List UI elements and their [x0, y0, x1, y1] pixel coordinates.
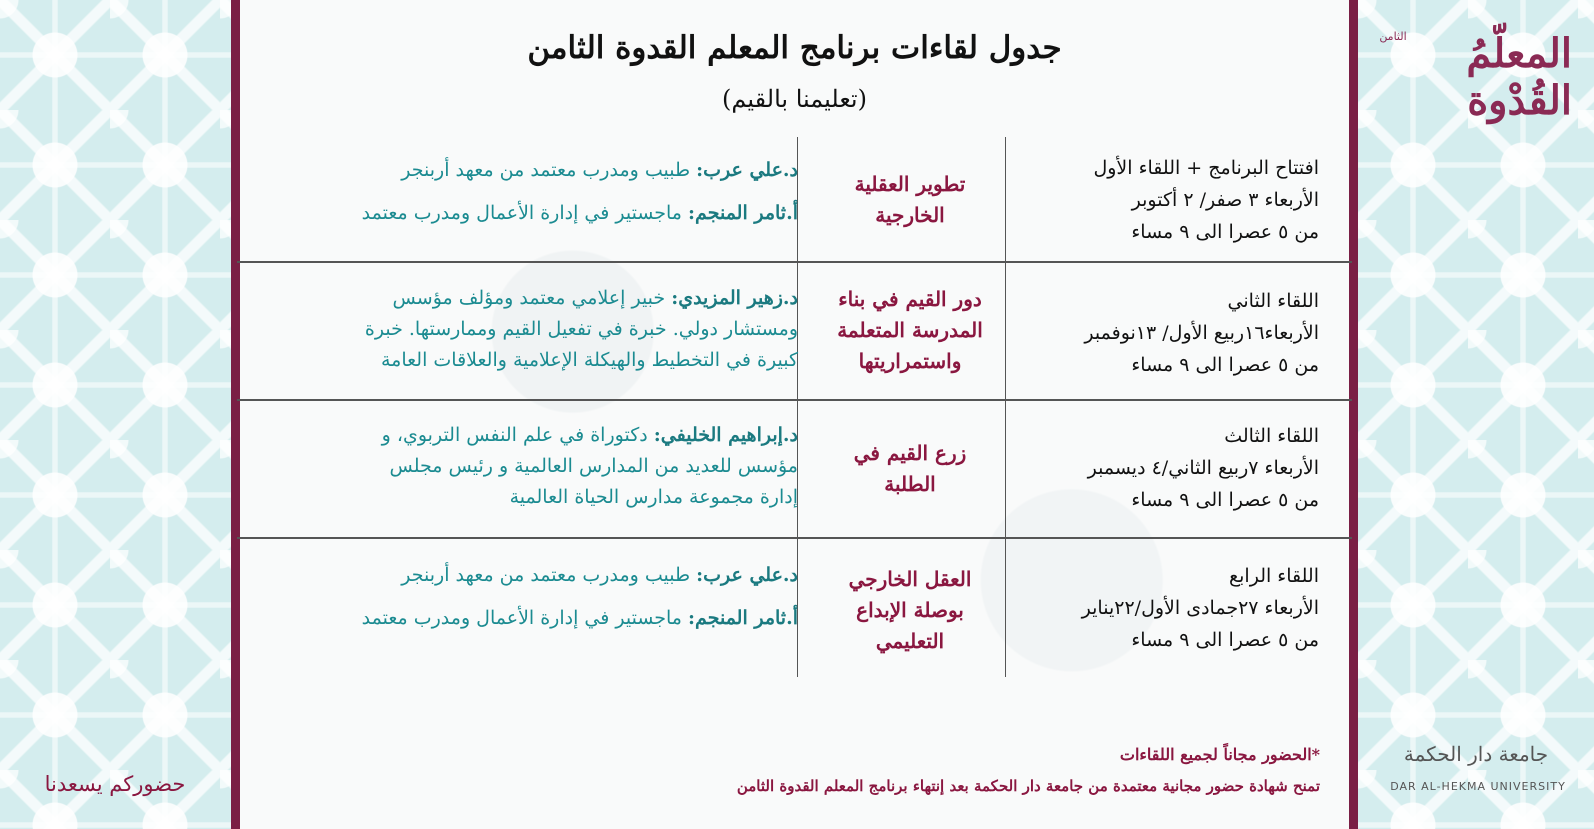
- speaker-bio: ماجستير في إدارة الأعمال ومدرب معتمد: [361, 607, 689, 629]
- topic-line: زرع القيم في: [853, 440, 967, 465]
- speaker-bio: طبيب ومدرب معتمد من معهد أربنجر: [401, 564, 697, 586]
- meeting-topic-cell: [815, 140, 1005, 260]
- meeting-title: اللقاء الثالث: [1224, 425, 1319, 447]
- row-divider: [237, 537, 1352, 539]
- meeting-time: من ٥ عصرا الى ٩ مساء: [1131, 489, 1319, 511]
- meeting-date-cell: [1019, 560, 1319, 656]
- meeting-topic-cell: [815, 263, 1005, 398]
- meeting-day: الأربعاء١٦ربيع الأول/ ١٣نوفمبر: [1084, 322, 1319, 344]
- meeting-topic-cell: [815, 401, 1005, 536]
- speaker-name: د.علي عرب:: [696, 564, 798, 586]
- speaker-entry: [250, 603, 798, 634]
- topic-line: المدرسة المتعلمة: [837, 318, 983, 342]
- speaker-name: د.علي عرب:: [696, 159, 798, 181]
- schedule-panel: [240, 0, 1349, 829]
- speaker-entry: [250, 560, 798, 591]
- program-logo: المعلّمُ القُدْوة: [1466, 30, 1572, 124]
- speaker-bio-line: إدارة مجموعة مدارس الحياة العالمية: [509, 486, 798, 508]
- page-title: جدول لقاءات برنامج المعلم القدوة الثامن: [527, 30, 1062, 66]
- meeting-day: الأربعاء ٣ صفر/ ٢ أكتوبر: [1131, 189, 1319, 211]
- speakers-cell: [250, 283, 798, 376]
- meeting-title: افتتاح البرنامج + اللقاء الأول: [1093, 157, 1319, 179]
- meeting-day: الأربعاء ٧ربيع الثاني/٤ ديسمبر: [1087, 457, 1319, 479]
- topic-line: تطوير العقلية: [854, 172, 966, 196]
- row-divider: [237, 399, 1352, 401]
- speaker-name: د.زهير المزيدي:: [671, 287, 798, 309]
- meeting-date-cell: [1019, 152, 1319, 248]
- logo-edition-label: الثامن: [1379, 30, 1407, 43]
- speaker-name: د.إبراهيم الخليفي:: [653, 424, 798, 446]
- speaker-bio: ماجستير في إدارة الأعمال ومدرب معتمد: [361, 202, 689, 224]
- right-border-bar: [1349, 0, 1358, 829]
- university-logo-arabic: جامعة دار الحكمة: [1403, 742, 1549, 766]
- speaker-bio: خبير إعلامي معتمد ومؤلف مؤسس: [392, 287, 672, 309]
- university-logo-english: DAR AL-HEKMA UNIVERSITY: [1390, 780, 1566, 793]
- topic-line: دور القيم في بناء: [838, 287, 982, 311]
- meeting-date-cell: [1019, 285, 1319, 381]
- free-attendance-note: *الحضور مجاناً لجميع اللقاءات: [1119, 745, 1320, 764]
- welcome-message: حضوركم يسعدنا: [44, 772, 186, 796]
- column-divider: [1005, 137, 1006, 677]
- meeting-time: من ٥ عصرا الى ٩ مساء: [1131, 354, 1319, 376]
- topic-line: الطلبة: [884, 471, 936, 496]
- speaker-bio-line: ومستشار دولي. خبرة في تفعيل القيم وممارستها. خبرة: [364, 318, 798, 340]
- meeting-title: اللقاء الثاني: [1227, 290, 1319, 312]
- meeting-time: من ٥ عصرا الى ٩ مساء: [1131, 221, 1319, 243]
- speaker-bio-line: مؤسس للعديد من المدارس العالمية و رئيس مجلس: [389, 455, 798, 477]
- row-divider: [237, 261, 1352, 263]
- speaker-bio: دكتوراة في علم النفس التربوي، و: [381, 424, 654, 446]
- speakers-cell: [250, 420, 798, 513]
- topic-line: واستمراريتها: [858, 349, 962, 373]
- meeting-time: من ٥ عصرا الى ٩ مساء: [1131, 629, 1319, 651]
- speaker-bio-line: كبيرة في التخطيط والهيكلة الإعلامية والعلاقات العامة: [380, 349, 798, 371]
- speaker-bio: طبيب ومدرب معتمد من معهد أربنجر: [401, 159, 697, 181]
- certificate-note: تمنح شهادة حضور مجانية معتمدة من جامعة دار الحكمة بعد إنتهاء برنامج المعلم القدوة الثامن: [736, 777, 1320, 795]
- left-decorative-pattern: [0, 0, 231, 829]
- right-decorative-pattern: [1358, 0, 1594, 829]
- speakers-cell: [250, 155, 798, 229]
- speaker-entry: [250, 420, 798, 451]
- meeting-topic-cell: [815, 545, 1005, 675]
- speakers-cell: [250, 560, 798, 634]
- topic-line: بوصلة الإبداع: [856, 597, 964, 622]
- page-subtitle: (تعليمنا بالقيم): [722, 85, 867, 113]
- speaker-entry: [250, 155, 798, 186]
- topic-line: الخارجية: [875, 203, 945, 227]
- meeting-date-cell: [1019, 420, 1319, 516]
- speaker-name: أ.ثامر المنجم:: [688, 202, 798, 224]
- topic-line: العقل الخارجي: [848, 566, 972, 591]
- topic-line: التعليمي: [875, 628, 945, 653]
- left-border-bar: [231, 0, 240, 829]
- meeting-day: الأربعاء ٢٧جمادى الأول/٢٢يناير: [1081, 597, 1319, 619]
- meeting-title: اللقاء الرابع: [1229, 565, 1319, 587]
- speaker-name: أ.ثامر المنجم:: [688, 607, 798, 629]
- speaker-entry: [250, 283, 798, 314]
- speaker-entry: [250, 198, 798, 229]
